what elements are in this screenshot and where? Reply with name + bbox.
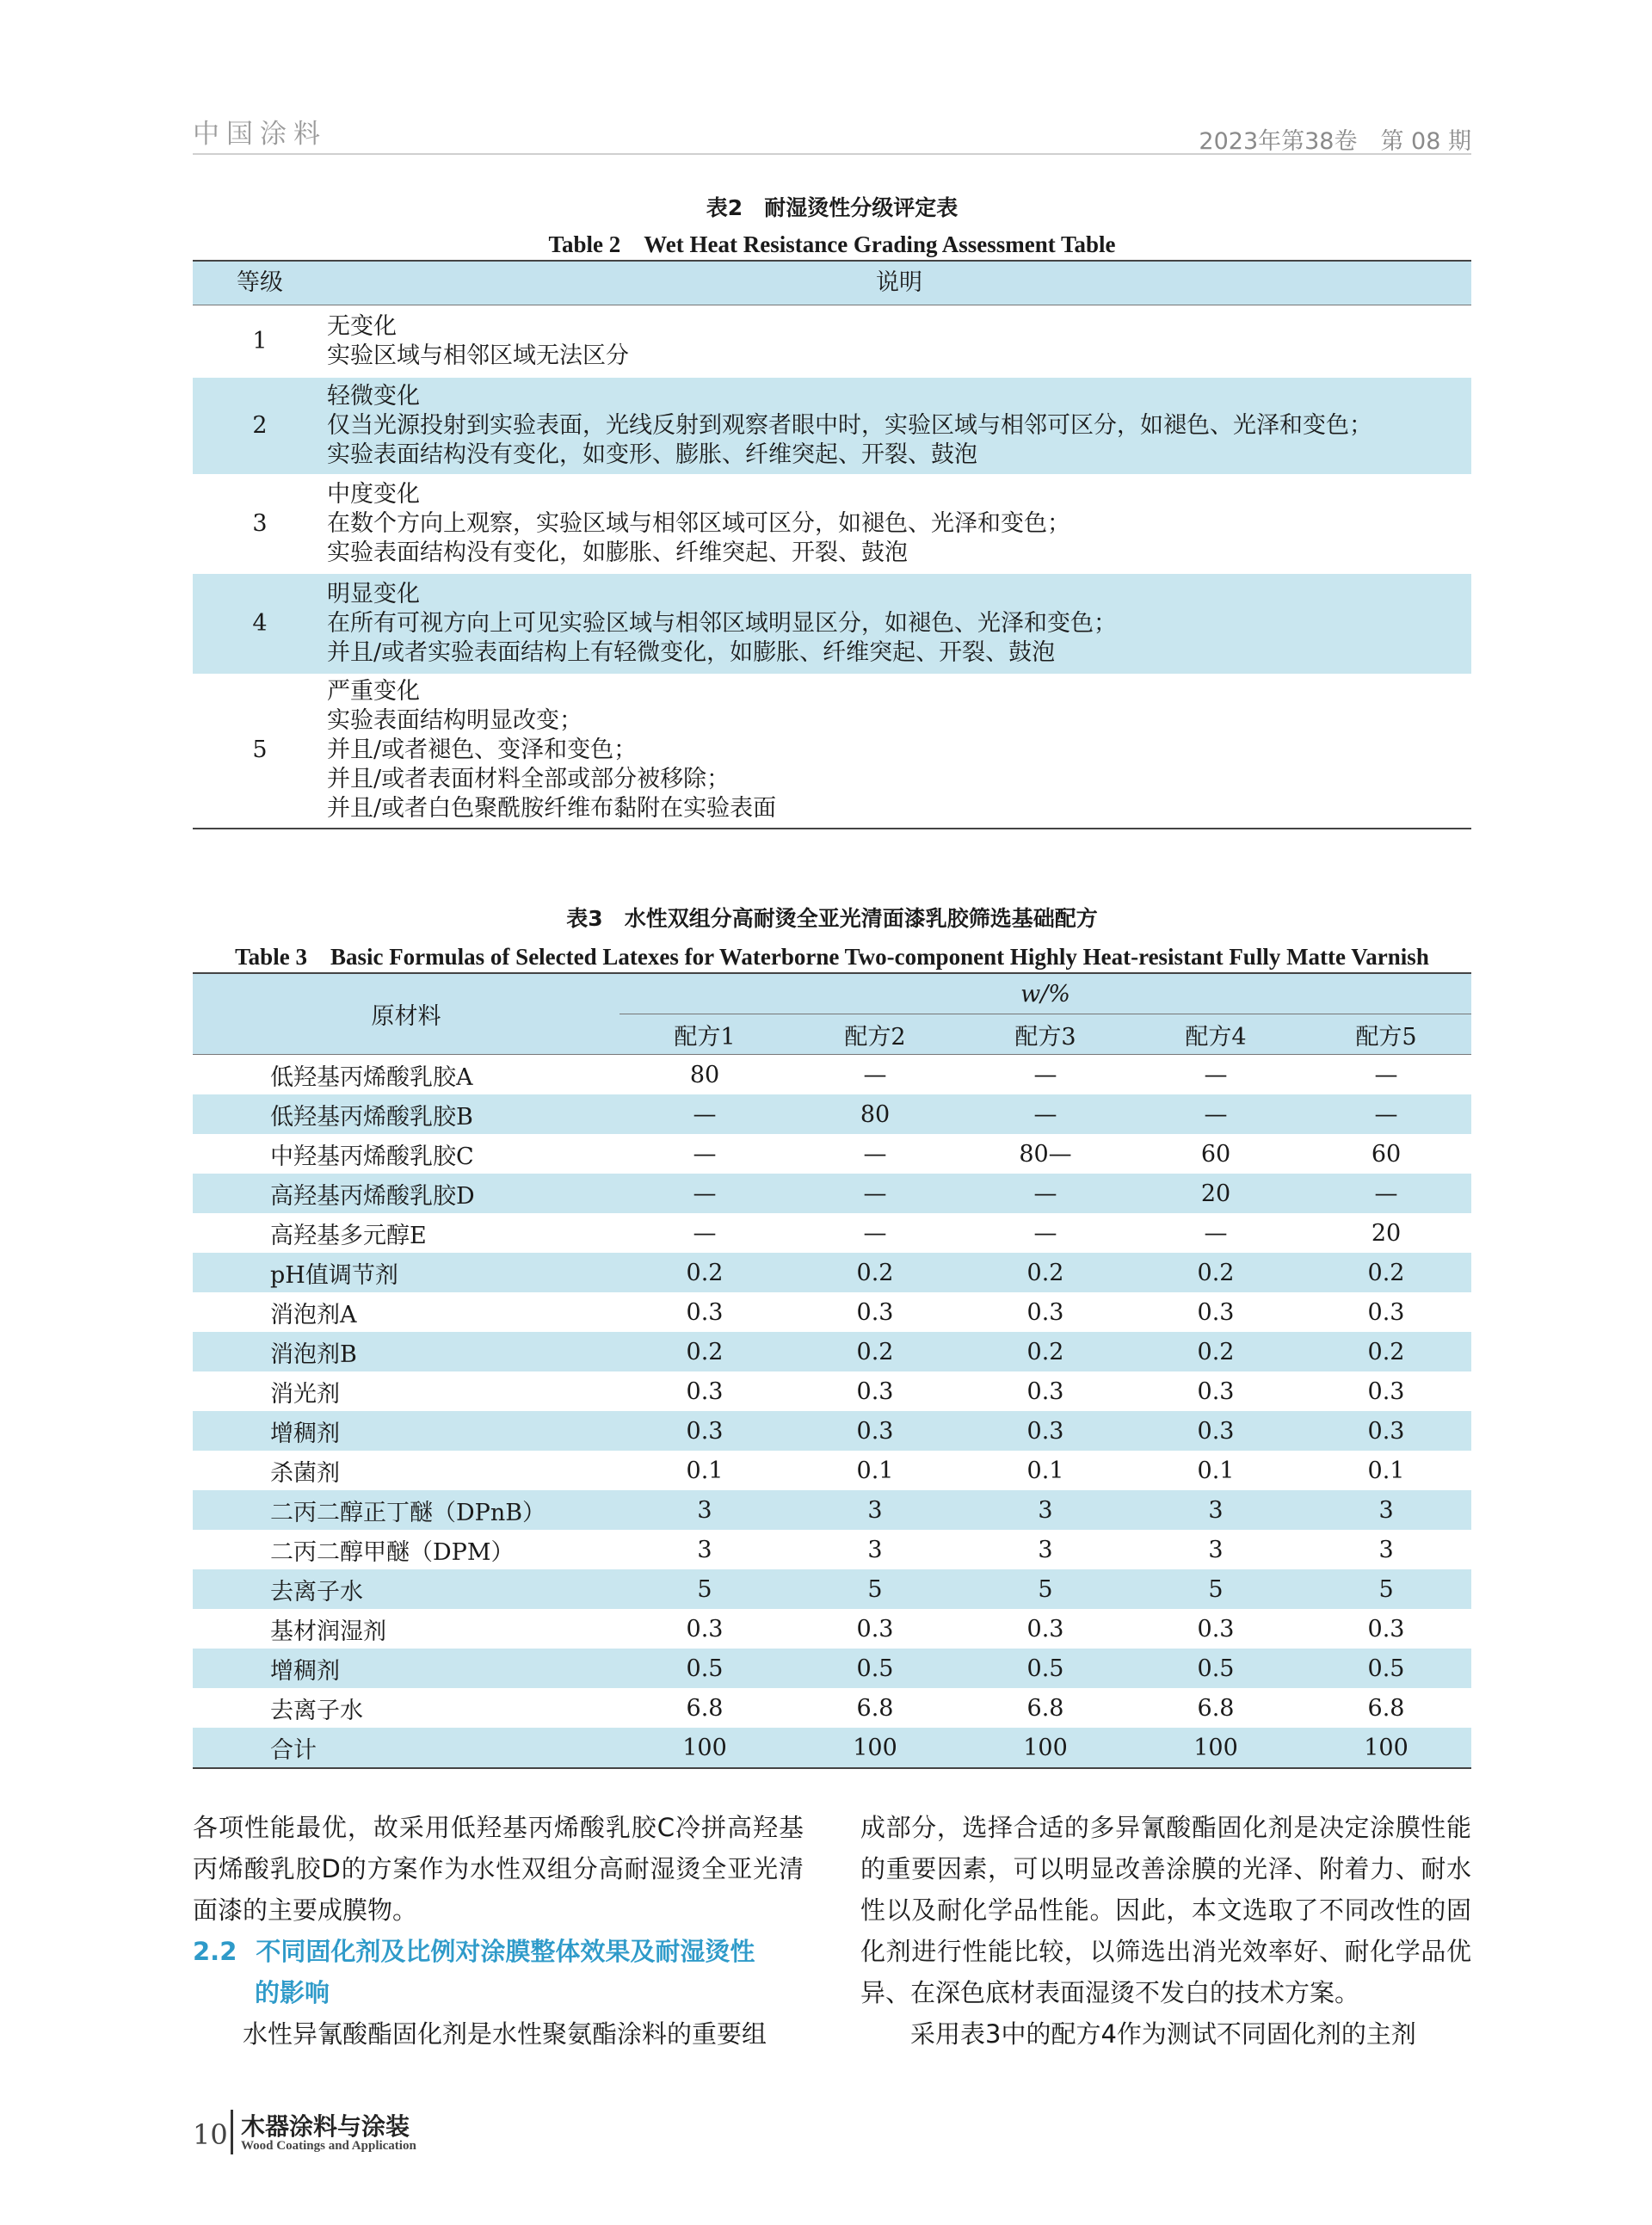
value-cell: — — [1033, 1180, 1057, 1207]
table-row — [193, 378, 1471, 474]
desc-line: 明显变化 — [327, 580, 420, 607]
desc-cell — [327, 474, 1471, 574]
paragraph: 水性异氰酸酯固化剂是水性聚氨酯涂料的重要组 — [243, 2019, 767, 2049]
table-row — [193, 1055, 1471, 1095]
material-name-cell: 二丙二醇正丁醚（DPnB） — [270, 1499, 546, 1526]
value-cell: 0.5 — [1367, 1655, 1405, 1682]
section-number: 2.2 — [193, 1937, 237, 1966]
value-cell: 20 — [1200, 1180, 1231, 1207]
value-cell: — — [863, 1061, 887, 1088]
value-cell: 0.3 — [686, 1417, 724, 1445]
value-cell: 0.3 — [1367, 1298, 1405, 1326]
value-cell: 6.8 — [856, 1694, 894, 1722]
material-name-cell: 增稠剂 — [270, 1657, 340, 1685]
paragraph: 采用表3中的配方4作为测试不同固化剂的主剂 — [910, 2019, 1416, 2049]
desc-line: 并且/或者白色聚酰胺纤维布黏附在实验表面 — [327, 795, 777, 822]
desc-cell — [327, 574, 1471, 674]
desc-line: 实验表面结构没有变化，如膨胀、纤维突起、开裂、鼓泡 — [327, 539, 908, 566]
value-cell: 0.3 — [1197, 1378, 1235, 1405]
table3-header-formula: 配方5 — [1301, 1014, 1471, 1055]
value-cell: 5 — [1378, 1575, 1394, 1603]
section-heading — [193, 1931, 804, 1972]
table-row — [193, 474, 1471, 574]
desc-cell — [327, 305, 1471, 378]
value-cell: 3 — [1378, 1536, 1394, 1563]
desc-line: 严重变化 — [327, 678, 420, 705]
table3-header-unit: w/% — [620, 973, 1471, 1014]
value-cell: 0.3 — [856, 1615, 894, 1643]
value-cell: 0.3 — [686, 1615, 724, 1643]
table-row — [193, 1530, 1471, 1569]
table3-header-formula: 配方2 — [790, 1014, 960, 1055]
material-name-cell: 高羟基多元醇E — [270, 1222, 427, 1249]
value-cell: 0.1 — [1026, 1457, 1064, 1484]
value-cell: 80 — [860, 1100, 891, 1128]
value-cell: 3 — [1378, 1496, 1394, 1524]
right-column — [860, 1807, 1471, 2055]
value-cell: 0.2 — [1367, 1259, 1405, 1286]
desc-line: 并且/或者表面材料全部或部分被移除； — [327, 766, 730, 792]
value-cell: 0.5 — [856, 1655, 894, 1682]
desc-line: 在所有可视方向上可见实验区域与相邻区域明显区分，如褪色、光泽和变色； — [327, 609, 1117, 637]
material-name-cell: 高羟基丙烯酸乳胶D — [270, 1182, 475, 1210]
material-name-cell: 基材润湿剂 — [270, 1618, 386, 1645]
value-cell: 0.3 — [686, 1298, 724, 1326]
journal-name: 中国涂料 — [193, 119, 327, 150]
value-cell: 0.3 — [1367, 1417, 1405, 1445]
value-cell: 6.8 — [1026, 1694, 1064, 1722]
table3-header-formula: 配方4 — [1131, 1014, 1301, 1055]
grade-cell: 4 — [252, 609, 268, 637]
table-row — [193, 1371, 1471, 1411]
table-row — [193, 1688, 1471, 1728]
desc-cell — [327, 674, 1471, 829]
material-name-cell: 消光剂 — [270, 1380, 340, 1408]
value-cell: — — [863, 1219, 887, 1247]
table3-caption-en: Table 3 Basic Formulas of Selected Latexes for Waterborne Two-component Highly Heat-resistant Fully Matte Varnish — [235, 944, 1429, 970]
material-name-cell: 消泡剂A — [270, 1301, 357, 1328]
value-cell: 100 — [1193, 1734, 1238, 1761]
value-cell: 0.3 — [686, 1378, 724, 1405]
material-name-cell: 增稠剂 — [270, 1420, 340, 1447]
value-cell: — — [863, 1140, 887, 1168]
value-cell: 5 — [1038, 1575, 1053, 1603]
value-cell: — — [693, 1180, 717, 1207]
issue-info: 2023年第38卷 第 08 期 — [1199, 128, 1471, 155]
value-cell: — — [1204, 1061, 1228, 1088]
value-cell: 0.2 — [1197, 1338, 1235, 1365]
header-divider — [193, 153, 1471, 155]
value-cell: — — [1033, 1061, 1057, 1088]
desc-cell — [327, 378, 1471, 474]
value-cell: 0.2 — [1026, 1338, 1064, 1365]
table3-header-formula: 配方1 — [620, 1014, 790, 1055]
value-cell: 3 — [697, 1536, 712, 1563]
grade-cell: 2 — [252, 411, 268, 439]
value-cell: 0.3 — [1197, 1615, 1235, 1643]
footer-divider — [231, 2110, 233, 2154]
section-heading-cont: 的影响 — [255, 1978, 330, 2007]
value-cell: 3 — [867, 1536, 883, 1563]
material-name-cell: 低羟基丙烯酸乳胶A — [270, 1063, 473, 1091]
table-row — [193, 1253, 1471, 1292]
value-cell: — — [1374, 1180, 1398, 1207]
table-row — [193, 674, 1471, 829]
table-row — [193, 574, 1471, 674]
table-row — [193, 1174, 1471, 1213]
material-name-cell: 中羟基丙烯酸乳胶C — [270, 1143, 474, 1170]
material-name-cell: 消泡剂B — [270, 1341, 357, 1368]
desc-line: 中度变化 — [327, 480, 420, 508]
footer-logo-cn: 木器涂料与涂装 — [241, 2112, 410, 2141]
table-row — [193, 305, 1471, 378]
grade-cell: 1 — [252, 327, 268, 354]
desc-line: 并且/或者褪色、变泽和变色； — [327, 737, 638, 763]
value-cell: — — [693, 1100, 717, 1128]
table3 — [193, 972, 1471, 1769]
table2-caption-cn: 表2 耐湿烫性分级评定表 — [706, 195, 959, 220]
value-cell: 3 — [697, 1496, 712, 1524]
page-number: 10 — [193, 2118, 228, 2151]
value-cell: — — [1204, 1100, 1228, 1128]
value-cell: 0.3 — [1026, 1615, 1064, 1643]
value-cell: 0.3 — [1026, 1417, 1064, 1445]
value-cell: 80— — [1019, 1140, 1072, 1168]
value-cell: 3 — [1208, 1536, 1224, 1563]
value-cell: 0.1 — [856, 1457, 894, 1484]
value-cell: — — [1374, 1061, 1398, 1088]
table2 — [193, 260, 1471, 829]
value-cell: 0.3 — [1026, 1378, 1064, 1405]
desc-line: 轻微变化 — [327, 382, 420, 410]
value-cell: — — [1033, 1100, 1057, 1128]
paragraph: 各项性能最优，故采用低羟基丙烯酸乳胶C冷拼高羟基丙烯酸乳胶D的方案作为水性双组分高耐湿烫全亚光清面漆的主要成膜物。 — [193, 1813, 804, 1925]
desc-line: 仅当光源投射到实验表面，光线反射到观察者眼中时，实验区域与相邻可区分，如褪色、光泽和变色； — [327, 411, 1372, 439]
value-cell: 5 — [1208, 1575, 1224, 1603]
section-title-line1: 不同固化剂及比例对涂膜整体效果及耐湿烫性 — [256, 1937, 755, 1966]
grade-cell: 3 — [252, 509, 268, 537]
value-cell: — — [1374, 1100, 1398, 1128]
value-cell: 20 — [1371, 1219, 1402, 1247]
desc-line: 在数个方向上观察，实验区域与相邻区域可区分，如褪色、光泽和变色； — [327, 509, 1070, 537]
value-cell: 0.5 — [1026, 1655, 1064, 1682]
value-cell: 0.1 — [1197, 1457, 1235, 1484]
table2-header-desc: 说明 — [327, 261, 1471, 305]
grade-cell: 5 — [252, 737, 268, 763]
value-cell: 6.8 — [686, 1694, 724, 1722]
value-cell: 100 — [853, 1734, 897, 1761]
value-cell: 60 — [1371, 1140, 1402, 1168]
value-cell: 0.3 — [1197, 1298, 1235, 1326]
table-row — [193, 1490, 1471, 1530]
value-cell: 6.8 — [1367, 1694, 1405, 1722]
footer-logo-en: Wood Coatings and Application — [241, 2139, 416, 2153]
value-cell: 100 — [1364, 1734, 1409, 1761]
value-cell: 5 — [867, 1575, 883, 1603]
table-row — [193, 1569, 1471, 1609]
table-row — [193, 1332, 1471, 1371]
value-cell: 0.2 — [686, 1338, 724, 1365]
material-name-cell: 低羟基丙烯酸乳胶B — [270, 1103, 473, 1131]
value-cell: 0.3 — [1026, 1298, 1064, 1326]
value-cell: 0.5 — [686, 1655, 724, 1682]
value-cell: 0.1 — [1367, 1457, 1405, 1484]
table2-header-grade: 等级 — [193, 261, 327, 305]
value-cell: 0.2 — [686, 1259, 724, 1286]
material-name-cell: pH值调节剂 — [270, 1261, 398, 1289]
table-row — [193, 1134, 1471, 1174]
table2-caption-en: Table 2 Wet Heat Resistance Grading Assessment Table — [548, 231, 1116, 257]
table-row — [193, 1451, 1471, 1490]
value-cell: 0.3 — [856, 1378, 894, 1405]
table3-header-formula: 配方3 — [960, 1014, 1131, 1055]
table3-caption-cn: 表3 水性双组分高耐烫全亚光清面漆乳胶筛选基础配方 — [566, 906, 1098, 931]
value-cell: 5 — [697, 1575, 712, 1603]
value-cell: 100 — [682, 1734, 727, 1761]
table3-header-material: 原材料 — [193, 973, 620, 1055]
desc-line: 并且/或者实验表面结构上有轻微变化，如膨胀、纤维突起、开裂、鼓泡 — [327, 638, 1056, 666]
value-cell: 0.3 — [856, 1417, 894, 1445]
value-cell: 0.3 — [856, 1298, 894, 1326]
value-cell: 100 — [1023, 1734, 1068, 1761]
value-cell: 3 — [1208, 1496, 1224, 1524]
table-row — [193, 1728, 1471, 1768]
table-row — [193, 1411, 1471, 1451]
material-name-cell: 去离子水 — [270, 1697, 363, 1724]
value-cell: 0.5 — [1197, 1655, 1235, 1682]
material-name-cell: 杀菌剂 — [270, 1459, 340, 1487]
material-name-cell: 去离子水 — [270, 1578, 363, 1606]
value-cell: 0.3 — [1367, 1378, 1405, 1405]
value-cell: — — [693, 1219, 717, 1247]
value-cell: 0.1 — [686, 1457, 724, 1484]
table-row — [193, 1292, 1471, 1332]
table-row — [193, 1609, 1471, 1649]
paragraph: 成部分，选择合适的多异氰酸酯固化剂是决定涂膜性能的重要因素，可以明显改善涂膜的光泽、附着力、耐水性以及耐化学品性能。因此，本文选取了不同改性的固化剂进行性能比较，以筛选出消光效率好、耐化学品优异、在深色底材表面湿烫不发白的技术方案。 — [860, 1813, 1471, 2007]
value-cell: 60 — [1200, 1140, 1231, 1168]
value-cell: 6.8 — [1197, 1694, 1235, 1722]
desc-line: 实验表面结构明显改变； — [327, 707, 583, 734]
material-name-cell: 二丙二醇甲醚（DPM） — [270, 1538, 515, 1566]
left-column — [193, 1807, 804, 2055]
value-cell: 3 — [1038, 1496, 1053, 1524]
desc-line: 实验表面结构没有变化，如变形、膨胀、纤维突起、开裂、鼓泡 — [327, 441, 977, 468]
value-cell: — — [1204, 1219, 1228, 1247]
value-cell: — — [863, 1180, 887, 1207]
material-name-cell: 合计 — [270, 1736, 317, 1764]
value-cell: 0.3 — [1367, 1615, 1405, 1643]
value-cell: 3 — [1038, 1536, 1053, 1563]
value-cell: 0.3 — [1197, 1417, 1235, 1445]
table-row — [193, 1649, 1471, 1688]
value-cell: 0.2 — [1026, 1259, 1064, 1286]
desc-line: 实验区域与相邻区域无法区分 — [327, 342, 629, 369]
table-row — [193, 1094, 1471, 1134]
value-cell: 0.2 — [856, 1338, 894, 1365]
value-cell: — — [1033, 1219, 1057, 1247]
value-cell: 0.2 — [1367, 1338, 1405, 1365]
value-cell: 0.2 — [1197, 1259, 1235, 1286]
value-cell: — — [693, 1140, 717, 1168]
value-cell: 3 — [867, 1496, 883, 1524]
value-cell: 80 — [689, 1061, 720, 1088]
value-cell: 0.2 — [856, 1259, 894, 1286]
desc-line: 无变化 — [327, 312, 397, 340]
table-row — [193, 1213, 1471, 1253]
